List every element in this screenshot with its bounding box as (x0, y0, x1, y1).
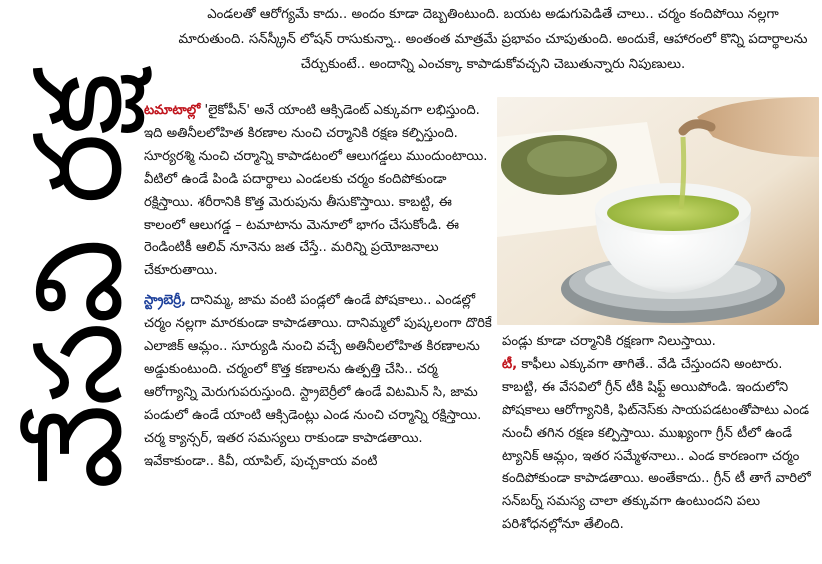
headline-text: వేసవి రక్ష (10, 74, 149, 490)
left-column (144, 100, 492, 474)
tea-lead: టీ, (502, 356, 518, 372)
intro-paragraph: ఎండలతో ఆరోగ్యమే కాదు.. అందం కూడా దెబ్బతింటుంది. బయట అడుగుపెడితే చాలు.. చర్మం కందిపోయి నల్లగా మారుతుంది. సన్‌స్క్రీన్ లోషన్ రాసుకున్నా.. అంతంత మాత్రమే ప్రభావం చూపుతుంది. అందుకే, ఆహారంలో కొన్ని పదార్థాలను చేర్చుకుంటే.. అందాన్ని ఎంచక్కా కాపాడుకోవచ్చని చెబుతున్నారు నిపుణులు. (178, 7, 808, 72)
strawberry-body: దానిమ్మ, జామ వంటి పండ్లలో ఉండే పోషకాలు.. ఎండల్లో చర్మం నల్లగా మారకుండా కాపాడతాయి. దానిమ్మలో పుష్కలంగా దొరికే ఎలాజిక్ ఆమ్లం.. సూర్యుడి నుంచి వచ్చే అతినీలలోహిత కిరణాలను అడ్డుకుంటుంది. చర్మంలో కొత్త కణాలను ఉత్పత్తి చేసి.. చర్మ ఆరోగ్యాన్ని మెరుగుపరుస్తుంది. స్ట్రాబెర్రీలో ఉండే విటమిన్ సి, జామ పండులో ఉండే యాంటి ఆక్సిడెంట్లు ఎండ నుంచి చర్మాన్ని రక్షిస్తాయి. చర్మ క్యాన్సర్, ఇతర సమస్యలు రాకుండా కాపాడతాయి. ఇవేకాకుండా.. కివీ, యాపిల్, పుచ్చకాయ వంటి (144, 293, 492, 469)
tomato-lead: టమాటాల్లో (144, 103, 201, 118)
strawberry-paragraph (144, 290, 492, 473)
tomato-paragraph (144, 100, 492, 283)
tea-paragraph (502, 354, 820, 537)
right-column (502, 331, 820, 537)
strawberry-continued: పండ్లు కూడా చర్మానికి రక్షణగా నిలుస్తాయి. (502, 334, 716, 349)
tea-body: కాఫీలు ఎక్కువగా తాగితే.. వేడి చేస్తుందని అంటారు. కాబట్టి, ఈ వేసవిలో గ్రీన్ టీకి షిఫ్ట్ అయిపోండి. ఇందులోని పోషకాలు ఆరోగ్యానికి, ఫిట్‌నెస్‌కు సాయపడటంతోపాటు ఎండ నుంచీ తగిన రక్షణ కల్పిస్తాయి. ముఖ్యంగా గ్రీన్ టీలో ఉండే ట్యానిక్ ఆమ్లం, ఇతర సమ్మేళనాలు.. ఎండ కారణంగా చర్మం కందిపోకుండా కాపాడతాయి. అంతేకాదు.. గ్రీన్ టీ తాగే వారిలో సన్‌బర్న్ సమస్య చాలా తక్కువగా ఉంటుందని పలు పరిశోధనల్లోనూ తేలింది. (502, 356, 811, 533)
tomato-body: 'లైకోపీన్' అనే యాంటి ఆక్సిడెంట్ ఎక్కువగా లభిస్తుంది. ఇది అతినీలలోహిత కిరణాల నుంచి చర్మానికి రక్షణ కల్పిస్తుంది. సూర్యరశ్మి నుంచి చర్మాన్ని కాపాడటంలో ఆలుగడ్డలు ముందుంటాయి. వీటిలో ఉండే పిండి పదార్థాలు ఎండలకు చర్మం కందిపోకుండా రక్షిస్తాయి. శరీరానికి కొత్త మెరుపును తీసుకొస్తాయి. కాబట్టి, ఈ కాలంలో ఆలుగడ్డ – టమాటాను మెనూలో భాగం చేసుకోండి. ఈ రెండింటికీ ఆలివ్ నూనెను జత చేస్తే.. మరిన్ని ప్రయోజనాలు చేకూరుతాయి. (144, 103, 488, 279)
strawberry-lead: స్ట్రాబెర్రీ, (144, 293, 187, 309)
green-tea-photo (497, 97, 819, 325)
vertical-headline (0, 0, 160, 564)
